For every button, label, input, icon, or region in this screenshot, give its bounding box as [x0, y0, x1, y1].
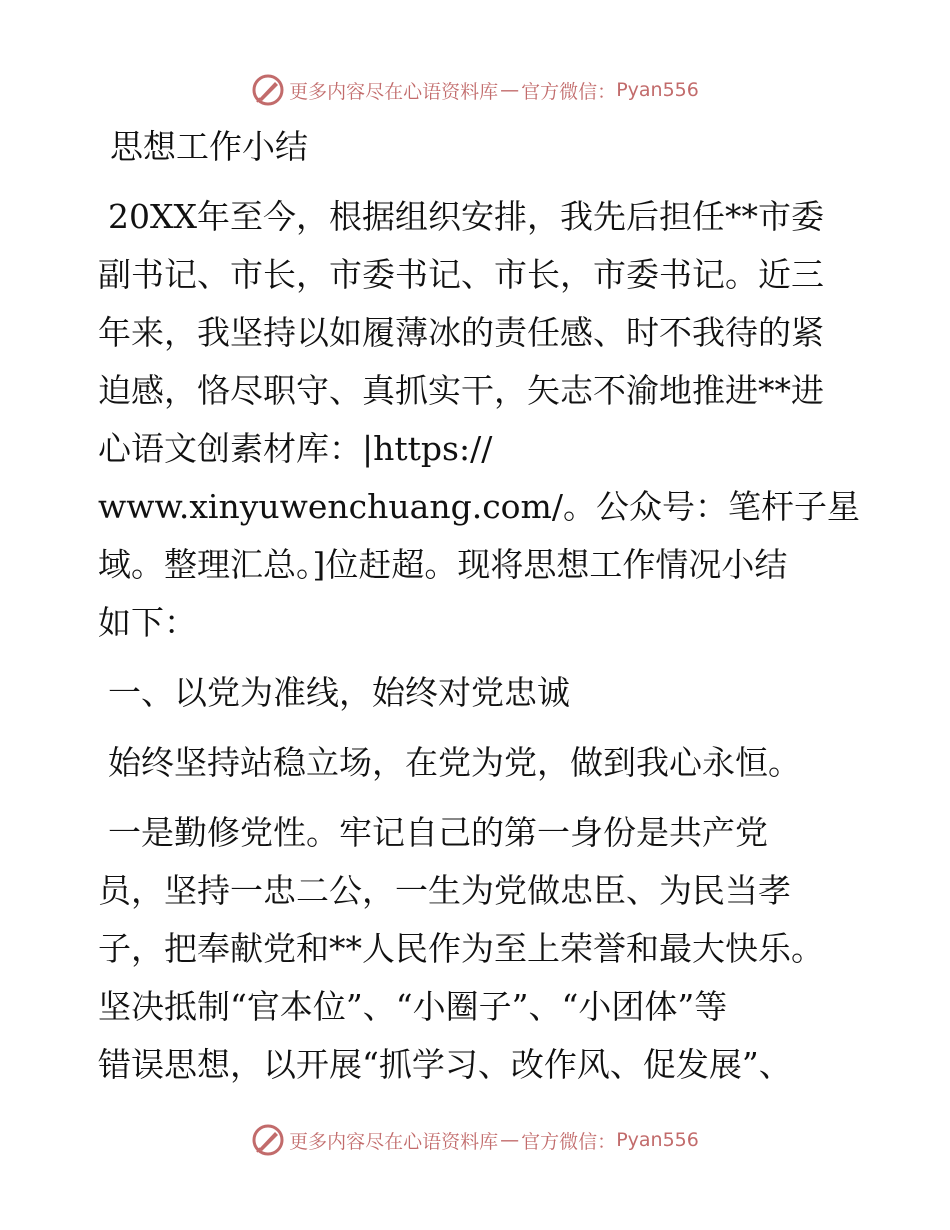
document-title: 思想工作小结	[110, 127, 308, 166]
watermark-footer	[0, 1120, 950, 1160]
text-line: 副书记、市长，市委书记、市长，市委书记。近三	[98, 255, 824, 294]
text-line: 20XX年至今，根据组织安排，我先后担任**市委	[108, 197, 824, 236]
watermark-text: 更多内容尽在心语资料库	[289, 80, 499, 103]
watermark-wechat-id: Pyan556	[616, 1129, 699, 1151]
text-line: 错误思想，以开展“抓学习、改作风、促发展”、	[98, 1045, 792, 1084]
section-heading: 一、以党为准线，始终对党忠诚	[108, 673, 570, 712]
paragraph-stance: 始终坚持站稳立场，在党为党，做到我心永恒。	[108, 743, 801, 782]
watermark-wechat-label: 官方微信：	[521, 1130, 617, 1153]
paragraph-intro	[98, 188, 858, 652]
watermark-wechat-id: Pyan556	[616, 79, 699, 101]
watermark-separator: —	[500, 1129, 520, 1151]
text-line: 一是勤修党性。牢记自己的第一身份是共产党	[108, 813, 768, 852]
text-line: www.xinyuwenchuang.com/。公众号：笔杆子星	[98, 487, 860, 526]
watermark-separator: —	[500, 79, 520, 101]
text-line: 坚决抵制“官本位”、“小圈子”、“小团体”等	[98, 987, 728, 1026]
watermark-header	[0, 70, 950, 110]
watermark-wechat-label: 官方微信：	[521, 80, 617, 103]
document-body	[98, 118, 858, 1106]
quill-circle-icon	[251, 73, 285, 107]
text-line: 子，把奉献党和**人民作为至上荣誉和最大快乐。	[98, 929, 824, 968]
text-line: 心语文创素材库：|https://	[98, 429, 493, 468]
text-line: 如下：	[98, 603, 197, 642]
paragraph-party-spirit	[98, 804, 858, 1094]
text-line: 年来，我坚持以如履薄冰的责任感、时不我待的紧	[98, 313, 824, 352]
text-line: 员，坚持一忠二公，一生为党做忠臣、为民当孝	[98, 871, 791, 910]
quill-circle-icon	[251, 1123, 285, 1157]
text-line: 域。整理汇总。]位赶超。现将思想工作情况小结	[98, 545, 788, 584]
text-line: 迫感，恪尽职守、真抓实干，矢志不渝地推进**进	[98, 371, 824, 410]
watermark-text: 更多内容尽在心语资料库	[289, 1130, 499, 1153]
